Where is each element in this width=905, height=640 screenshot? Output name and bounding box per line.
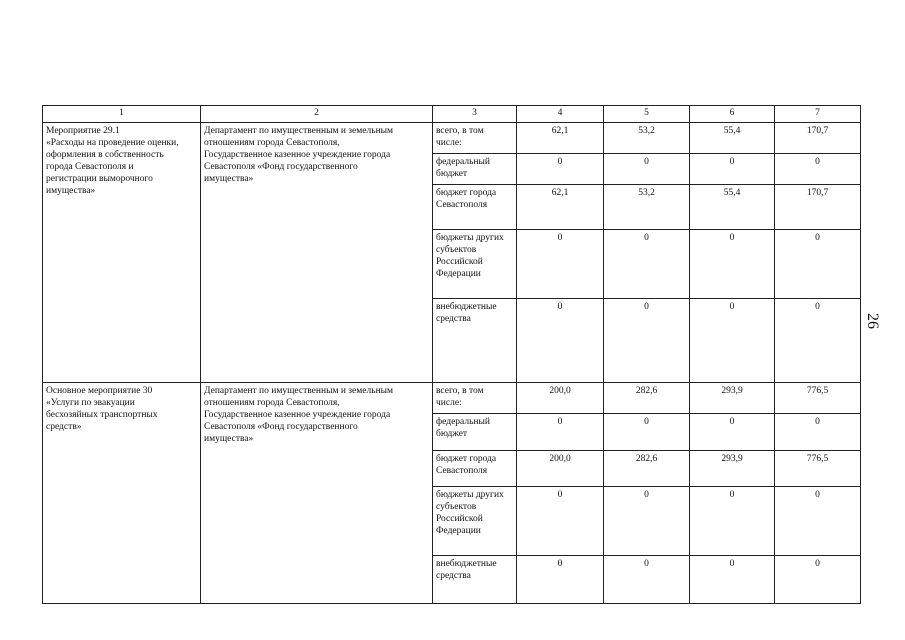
amount-cell: 776,5 (775, 383, 861, 414)
text-line: федеральный (436, 417, 490, 427)
amount-cell: 0 (775, 230, 861, 299)
executor-cell (201, 123, 433, 383)
text-line: субъектов (436, 245, 477, 255)
amount-cell: 0 (604, 299, 690, 383)
amount-cell: 776,5 (775, 451, 861, 487)
amount-cell: 0 (690, 299, 775, 383)
text-line: средства (436, 571, 471, 581)
amount-cell: 0 (775, 299, 861, 383)
amount-cell: 200,0 (517, 451, 604, 487)
text-line: бюджеты других (436, 490, 504, 500)
text-line: отношениям города Севастополя, (204, 398, 340, 408)
amount-cell: 0 (690, 414, 775, 451)
funding-source-cell (433, 299, 517, 383)
funding-source-cell (433, 123, 517, 154)
text-line: Севастополя (436, 466, 488, 476)
amount-cell: 0 (604, 556, 690, 604)
amount-cell: 0 (604, 487, 690, 556)
amount-cell: 0 (775, 414, 861, 451)
text-line: города Севастополя и (46, 162, 134, 172)
text-line: средств» (46, 422, 82, 432)
text-line: имущества» (46, 186, 96, 196)
header-cell: 6 (690, 106, 775, 123)
text-line: Департамент по имущественным и земельным (204, 126, 394, 136)
text-line: Основное мероприятие 30 (46, 386, 153, 396)
funding-source-cell (433, 451, 517, 487)
amount-cell: 0 (690, 230, 775, 299)
text-line: Государственное казенное учреждение города (204, 410, 391, 420)
amount-cell: 55,4 (690, 123, 775, 154)
amount-cell: 0 (604, 230, 690, 299)
header-cell: 7 (775, 106, 861, 123)
text-line: всего, в том (436, 386, 484, 396)
text-line: бюджет (436, 169, 468, 179)
text-line: бюджет (436, 429, 468, 439)
amount-cell: 0 (690, 154, 775, 185)
text-line: Государственное казенное учреждение города (204, 150, 391, 160)
text-line: субъектов (436, 502, 477, 512)
amount-cell: 282,6 (604, 383, 690, 414)
amount-cell: 0 (604, 414, 690, 451)
text-line: федеральный (436, 157, 490, 167)
text-line: Федерации (436, 269, 481, 279)
amount-cell: 0 (775, 487, 861, 556)
amount-cell: 170,7 (775, 123, 861, 154)
amount-cell: 293,9 (690, 451, 775, 487)
amount-cell: 0 (775, 154, 861, 185)
funding-source-cell (433, 556, 517, 604)
amount-cell: 0 (517, 299, 604, 383)
funding-source-cell (433, 230, 517, 299)
header-cell: 3 (433, 106, 517, 123)
text-line: бесхозяйных транспортных (46, 410, 158, 420)
header-cell: 4 (517, 106, 604, 123)
text-line: всего, в том (436, 126, 484, 136)
funding-source-cell (433, 487, 517, 556)
table-row (43, 123, 861, 154)
amount-cell: 282,6 (604, 451, 690, 487)
text-line: «Расходы на проведение оценки, (46, 138, 179, 148)
header-row (43, 106, 861, 123)
text-line: Севастополя (436, 200, 488, 210)
amount-cell: 55,4 (690, 185, 775, 230)
amount-cell: 170,7 (775, 185, 861, 230)
amount-cell: 0 (517, 414, 604, 451)
amount-cell: 62,1 (517, 185, 604, 230)
text-line: Российской (436, 257, 483, 267)
amount-cell: 0 (690, 556, 775, 604)
text-line: Российской (436, 514, 483, 524)
text-line: бюджет города (436, 454, 497, 464)
text-line: числе: (436, 138, 462, 148)
amount-cell: 53,2 (604, 123, 690, 154)
header-cell: 2 (201, 106, 433, 123)
page-number: 26 (864, 313, 881, 329)
header-cell: 1 (43, 106, 201, 123)
funding-source-cell (433, 414, 517, 451)
text-line: «Услуги по эвакуации (46, 398, 135, 408)
amount-cell: 293,9 (690, 383, 775, 414)
text-line: оформления в собственность (46, 150, 164, 160)
text-line: Департамент по имущественным и земельным (204, 386, 394, 396)
amount-cell: 0 (517, 154, 604, 185)
text-line: бюджет города (436, 188, 497, 198)
text-line: имущества» (204, 434, 254, 444)
amount-cell: 0 (775, 556, 861, 604)
funding-source-cell (433, 185, 517, 230)
text-line: Мероприятие 29.1 (46, 126, 120, 136)
amount-cell: 53,2 (604, 185, 690, 230)
event-cell (43, 123, 201, 383)
executor-cell (201, 383, 433, 604)
text-line: Севастополя «Фонд государственного (204, 162, 358, 172)
amount-cell: 0 (690, 487, 775, 556)
text-line: внебюджетные (436, 559, 497, 569)
budget-table (42, 105, 861, 604)
text-line: внебюджетные (436, 302, 497, 312)
text-line: бюджеты других (436, 233, 504, 243)
text-line: регистрации выморочного (46, 174, 153, 184)
text-line: Федерации (436, 526, 481, 536)
text-line: Севастополя «Фонд государственного (204, 422, 358, 432)
amount-cell: 0 (517, 487, 604, 556)
amount-cell: 62,1 (517, 123, 604, 154)
text-line: средства (436, 314, 471, 324)
amount-cell: 0 (604, 154, 690, 185)
text-line: отношениям города Севастополя, (204, 138, 340, 148)
funding-source-cell (433, 383, 517, 414)
amount-cell: 0 (517, 230, 604, 299)
header-cell: 5 (604, 106, 690, 123)
amount-cell: 0 (517, 556, 604, 604)
event-cell (43, 383, 201, 604)
text-line: числе: (436, 398, 462, 408)
table-row (43, 383, 861, 414)
funding-source-cell (433, 154, 517, 185)
amount-cell: 200,0 (517, 383, 604, 414)
text-line: имущества» (204, 174, 254, 184)
